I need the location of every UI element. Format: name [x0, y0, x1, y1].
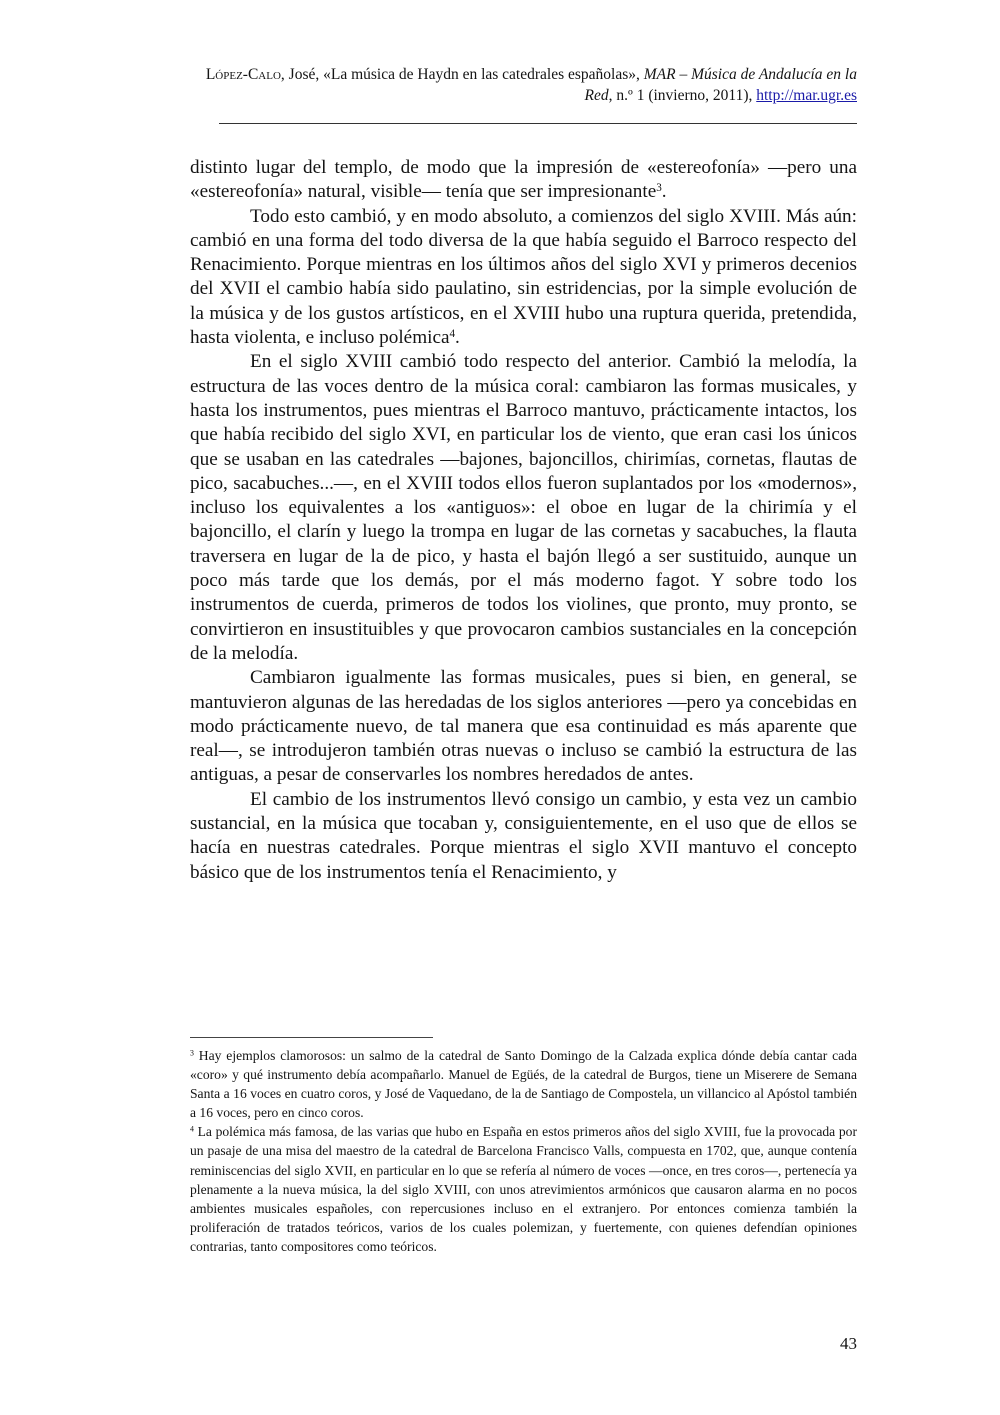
- century-numeral: XVIII: [512, 302, 560, 324]
- century-numeral: XVIII: [345, 351, 393, 373]
- header-issue: , n.º 1 (invierno, 2011),: [608, 87, 757, 104]
- paragraph-2-text: hubo una ruptura querida, pretendida, hasta violenta, e incluso polémica: [190, 302, 857, 349]
- paragraph-3-text: todos ellos fueron suplantados por los «modernos», incluso los equivalentes a los «antiguos»: el oboe en lugar de la chirimía y el bajoncillo, el clarín y luego la trompa en lugar de las cornetas y sacabuches, la flauta traversera en lugar de la de pico, y hasta el bajón llegó a ser sustituido, aunque un poco más tarde que los demás, por el más moderno fagot. Y sobre todo los instrumentos de cuerda, primeros de todos los violines, que pronto, muy pronto, se convirtieron en insustituibles y que provocaron cambios sustanciales en la concepción de la melodía.: [190, 472, 857, 664]
- paragraph-4: Cambiaron igualmente las formas musicales, pues si bien, en general, se mantuvieron algunas de las heredadas de los siglos anteriores —pero ya concebidas en modo prácticamente nuevo, de tal manera que esa continuidad es más aparente que real—, se introdujeron también otras nuevas o incluso se cambió la estructura de las antiguas, a pesar de conservarles los nombres heredados de antes.: [190, 667, 857, 786]
- footnote-3-text: Hay ejemplos clamorosos: un salmo de la catedral de Santo Domingo de la Calzada explica dónde debía cantar cada «coro» y qué instrumento debía acompañarlo. Manuel de Egüés, de la catedral de Burgos, tiene un Miserere de Semana Santa a 16 voces en cuatro coros, y José de Vaquedano, de la de Santiago de Compostela, un villancico al Apóstol también a 16 voces, pero en cinco coros.: [190, 1048, 857, 1121]
- footnotes: [190, 1046, 857, 1256]
- header-journal-title: MAR – Música de Andalucía en la Red: [584, 66, 857, 104]
- paragraph-1: [190, 156, 857, 205]
- footnote-4-text: , en particular en lo que se refería al número de voces —once, en tres coros—, pertenecía ya plenamente a la nueva música, la del siglo: [190, 1162, 858, 1197]
- paragraph-3-text: , en particular los de viento, que eran casi los únicos que se usaban en las catedrales —bajones, bajoncillos, chirimías, cornetas, flautas de pico, sacabuches...—, en el: [190, 424, 857, 494]
- paragraph-2-end: .: [455, 327, 460, 349]
- paragraph-3-text: cambió todo respecto del anterior. Cambió la melodía, la estructura de las voces dentro de la música coral: cambiaron las formas musicales, y hasta los instrumentos, pues mientras el Barroco mantuvo, prácticamente intactos, los que había recibido del siglo: [190, 351, 857, 446]
- paragraph-1-end: .: [661, 181, 667, 203]
- header-url-link[interactable]: http://mar.ugr.es: [756, 87, 857, 104]
- running-header: [190, 64, 857, 106]
- paragraph-5: [190, 788, 857, 885]
- header-divider: [219, 123, 857, 124]
- footnote-4-number: 4: [190, 1125, 194, 1135]
- footnote-ref-4[interactable]: 4: [449, 327, 456, 340]
- footnote-3-number: 3: [190, 1048, 194, 1058]
- paragraph-2-text: Todo esto cambió, y en modo absoluto, a comienzos del siglo: [250, 205, 730, 227]
- century-numeral: XVIII: [406, 472, 453, 494]
- footnote-ref-3[interactable]: 3: [656, 182, 662, 195]
- century-numeral: XVIII: [433, 1181, 468, 1197]
- page-number: 43: [840, 1334, 857, 1353]
- century-numeral: XVI: [411, 424, 447, 446]
- footnote-4-text: , con unos atrevimientos armónicos que causaron alarma en no pocos ambientes musicales españoles, con repercusiones incluso en el extranjero. Por entonces comienza también la proliferación de tratados teóricos, varios de los cuales polemizan, y fuertemente, con quienes defendían opiniones contrarias, tanto compositores como teóricos.: [190, 1181, 857, 1254]
- paragraph-2-text: . Más aún: cambió en una forma del todo diversa de la que había seguido el Barroco respecto del Renacimiento. Porque mientras en los últimos años del siglo: [190, 205, 857, 276]
- paragraph-3: [190, 350, 857, 666]
- century-numeral: XVII: [324, 1162, 354, 1178]
- footnote-4: [190, 1122, 857, 1256]
- century-numeral: XVII: [219, 278, 261, 300]
- paragraph-5-text: El cambio de los instrumentos llevó consigo un cambio, y esta vez un cambio sustancial, en la música que tocaban y, consiguientemente, en el uso que de ellos se hacía en nuestras catedrales. Porque mientras el siglo: [190, 788, 857, 859]
- footnote-4-text: La polémica más famosa, de las varias que hubo en España en estos primeros años del siglo: [193, 1124, 704, 1140]
- century-numeral: XVIII: [729, 205, 777, 227]
- paragraph-1-text: distinto lugar del templo, de modo que la impresión de «estereofonía» —pero una «estereofonía» natural, visible— tenía que ser impresionante: [190, 157, 857, 203]
- footnote-3: [190, 1046, 857, 1122]
- paragraph-2-text: y primeros decenios del: [190, 254, 857, 300]
- century-numeral: XVIII: [703, 1124, 738, 1140]
- header-author-rest: , José, «La música de Haydn en las catedrales españolas»,: [280, 66, 644, 83]
- footnote-4-text: , fue la provocada por un pasaje de una misa del maestro de la catedral de Barcelona Francisco Valls, compuesta en 1702, que, aunque contenía reminiscencias del siglo: [190, 1124, 857, 1178]
- body-text: [190, 156, 857, 885]
- paragraph-2: [190, 205, 857, 351]
- century-numeral: XVI: [662, 254, 697, 276]
- paragraph-5-text: mantuvo el concepto básico que de los instrumentos tenía el Renacimiento, y: [190, 837, 858, 883]
- paragraph-3-text: En el siglo: [250, 351, 346, 373]
- century-numeral: XVII: [638, 837, 680, 859]
- header-author-name: López-Calo: [205, 66, 281, 83]
- footnote-separator: [190, 1037, 433, 1038]
- paragraph-2-text: el cambio había sido paulatino, sin estridencias, por la simple evolución de la música y de los gustos artísticos, en el: [190, 278, 857, 324]
